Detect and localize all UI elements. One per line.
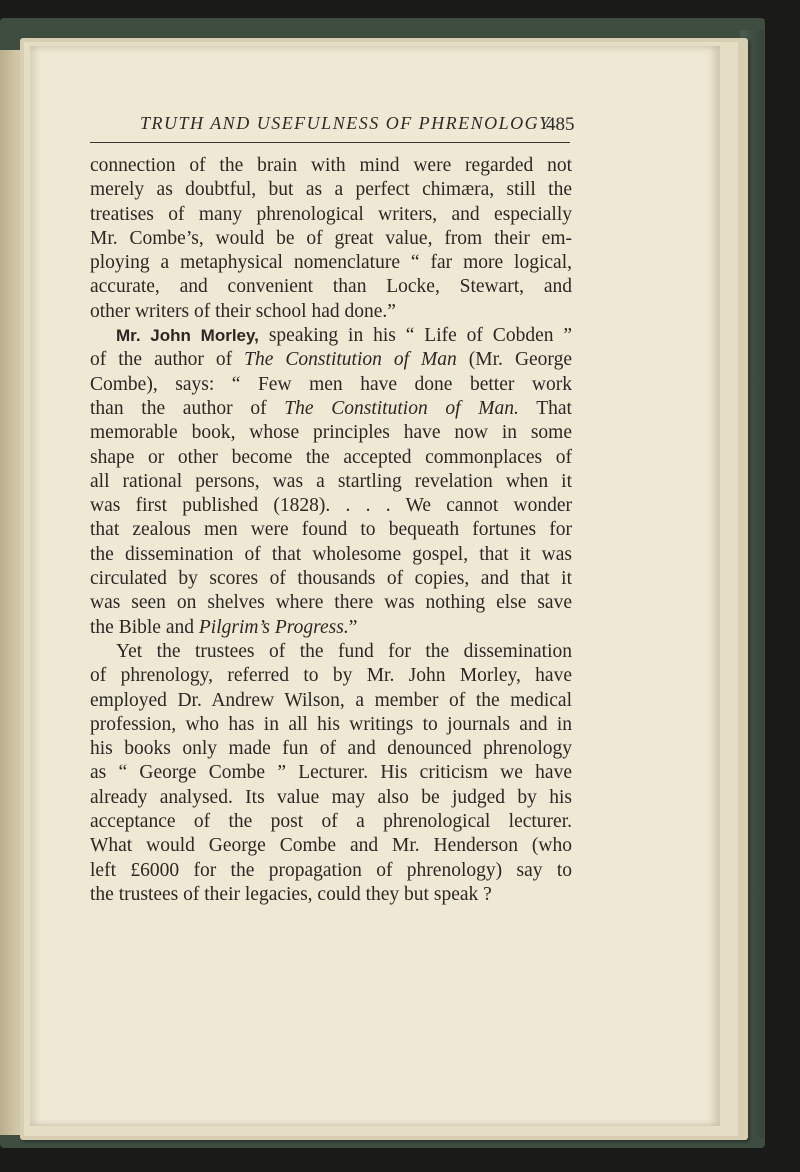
text-line: Mr. Combe’s, would be of great value, from their em-: [90, 227, 572, 249]
line-segment: the Bible and: [90, 616, 199, 638]
line-segment: speaking in his “ Life of Cobden ”: [268, 325, 573, 347]
text-line: acceptance of the post of a phrenological lecturer.: [90, 811, 572, 833]
text-line: ploying a metaphysical nomenclature “ far more logical,: [90, 252, 572, 274]
text-line: Yet the trustees of the fund for the dissemination: [116, 640, 572, 662]
text-line: all rational persons, was a startling revelation when it: [90, 470, 572, 492]
text-line: What would George Combe and Mr. Henderson (who: [90, 835, 572, 857]
text-line: accurate, and convenient than Locke, Stewart, and: [90, 276, 572, 298]
text-line: circulated by scores of thousands of copies, and that it: [90, 568, 572, 590]
line-segment: than the author of: [90, 397, 285, 419]
header-rule: [90, 142, 570, 143]
line-segment: That: [518, 397, 572, 419]
text-line: left £6000 for the propagation of phrenology) say to: [90, 859, 572, 881]
book-title: The Constitution of Man.: [284, 397, 519, 419]
text-line: [90, 348, 572, 372]
text-line: his books only made fun of and denounced phrenology: [90, 738, 572, 760]
text-line: [90, 616, 572, 640]
text-line: already analysed. Its value may also be judged by his: [90, 786, 572, 808]
text-line: Combe), says: “ Few men have done better work: [90, 373, 572, 395]
book-title: The Constitution of Man: [244, 349, 457, 371]
text-line: as “ George Combe ” Lecturer. His criticism we have: [90, 762, 572, 784]
line-segment: of the author of: [90, 349, 245, 371]
text-line: [90, 324, 572, 348]
text-line: the trustees of their legacies, could they but speak ?: [90, 883, 492, 905]
page-number: 485: [546, 114, 575, 135]
text-line: employed Dr. Andrew Wilson, a member of the medical: [90, 689, 572, 711]
text-line: merely as doubtful, but as a perfect chimæra, still the: [90, 179, 572, 201]
text-line: other writers of their school had done.”: [90, 300, 396, 322]
text-line: memorable book, whose principles have now in some: [90, 422, 572, 444]
line-segment: (Mr. George: [456, 349, 572, 371]
text-line: the dissemination of that wholesome gospel, that it was: [90, 543, 572, 565]
book-title: Pilgrim’s Progress.: [198, 616, 349, 638]
text-line: was seen on shelves where there was nothing else save: [90, 592, 572, 614]
text-line: [90, 397, 572, 421]
body-text: [90, 154, 572, 907]
text-line: shape or other become the accepted commonplaces of: [90, 446, 572, 468]
text-line: that zealous men were found to bequeath fortunes for: [90, 519, 572, 541]
text-line: of phrenology, referred to by Mr. John Morley, have: [90, 665, 572, 687]
line-segment: ”: [348, 616, 358, 638]
text-line: was first published (1828). . . . We cannot wonder: [90, 495, 572, 517]
text-line: connection of the brain with mind were regarded not: [90, 155, 572, 176]
name-bold: Mr. John Morley,: [116, 326, 259, 346]
running-head: TRUTH AND USEFULNESS OF PHRENOLOGY: [140, 113, 551, 133]
text-line: profession, who has in all his writings to journals and in: [90, 713, 572, 735]
text-line: treatises of many phrenological writers, and especially: [90, 203, 572, 225]
